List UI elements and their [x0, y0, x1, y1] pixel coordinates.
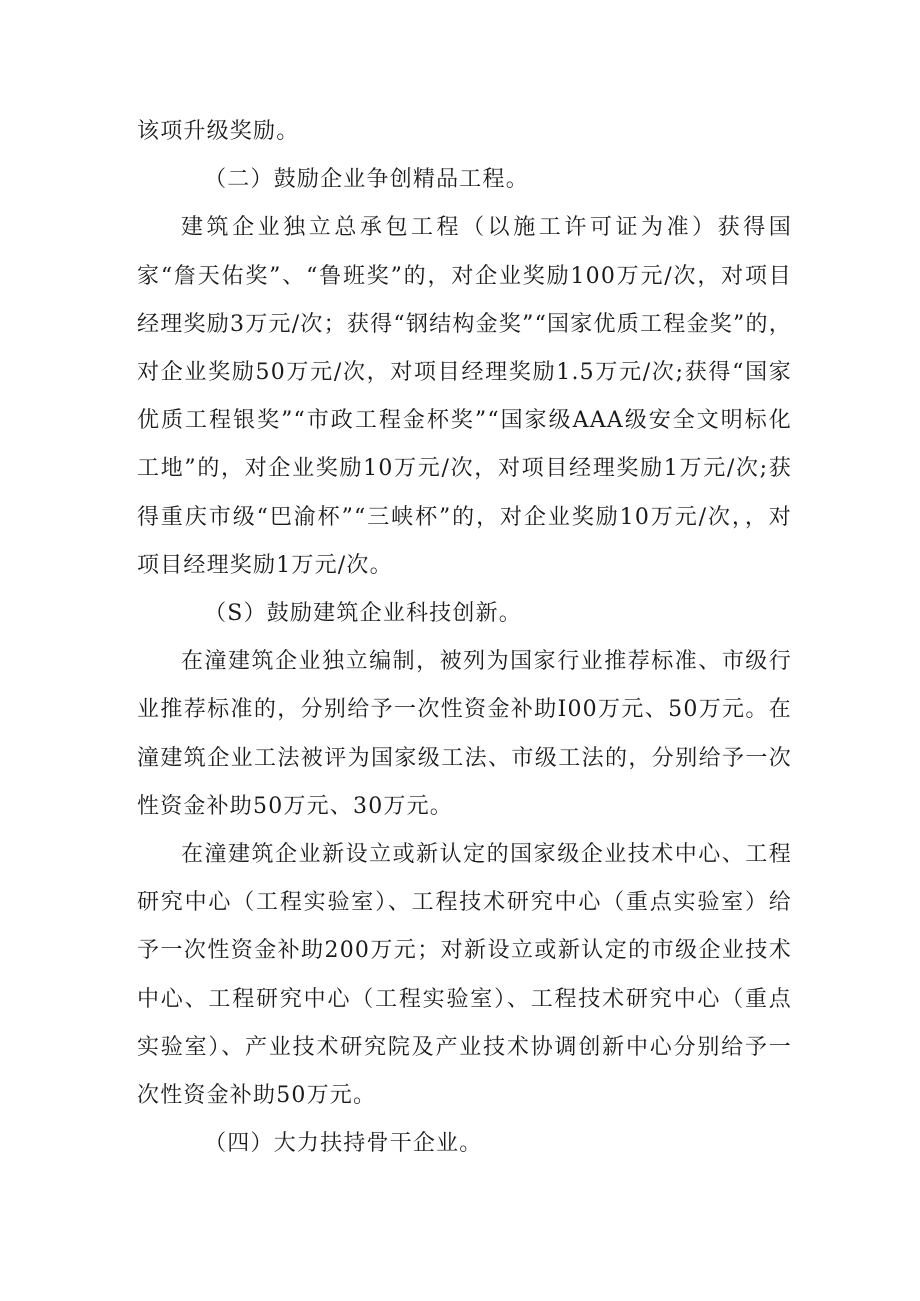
continuation-paragraph: 该项升级奖励。	[137, 119, 300, 144]
section-heading-three: （S）鼓励建筑企业科技创新。	[204, 601, 522, 627]
standards-paragraph: 在潼建筑企业独立编制，被列为国家行业推荐标准、市级行业推荐标准的，分别给予一次性资金补助I00万元、50万元。在潼建筑企业工法被评为国家级工法、市级工法的，分别给予一次性资金补助50万元、30万元。	[137, 649, 792, 819]
section-heading-two: （二）鼓励企业争创精品工程。	[204, 167, 529, 193]
award-paragraph: 建筑企业独立总承包工程（以施工许可证为准）获得国家“詹天佑奖”、“鲁班奖”的，对企业奖励100万元/次，对项目经理奖励3万元/次；获得“钢结构金奖”“国家优质工程金奖”的，对企业奖励50万元/次，对项目经理奖励1.5万元/次;获得“国家优质工程银奖”“市政工程金杯奖”“国家级AAA级安全文明标化工地”的，对企业奖励10万元/次，对项目经理奖励1万元/次;获得重庆市级“巴渝杯”“三峡杯”的，对企业奖励10万元/次，，对项目经理奖励1万元/次。	[137, 215, 792, 578]
document-body	[137, 108, 792, 1168]
section-heading-four: （四）大力扶持骨干企业。	[204, 1131, 483, 1157]
tech-center-paragraph: 在潼建筑企业新设立或新认定的国家级企业技术中心、工程研究中心（工程实验室）、工程技术研究中心（重点实验室）给予一次性资金补助200万元；对新设立或新认定的市级企业技术中心、工程研究中心（工程实验室）、工程技术研究中心（重点实验室）、产业技术研究院及产业技术协调创新中心分别给予一次性资金补助50万元。	[137, 842, 792, 1109]
